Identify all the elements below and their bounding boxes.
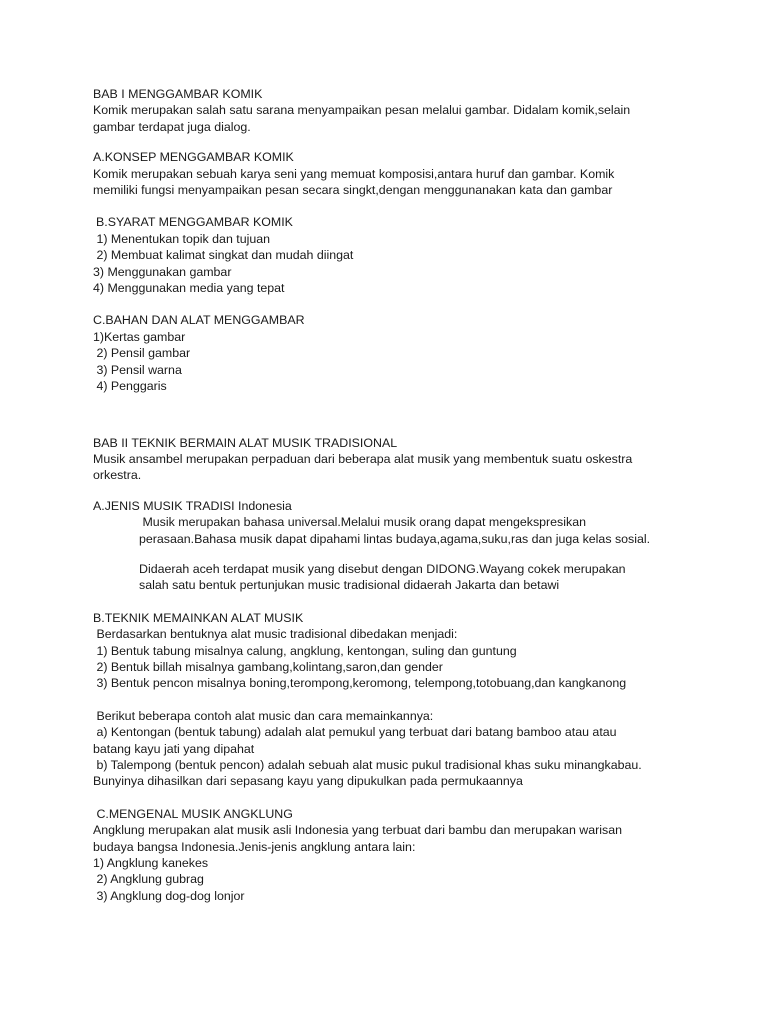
bab1-title: BAB I MENGGAMBAR KOMIK bbox=[93, 87, 263, 101]
bab1-a-paragraph-line-1: Komik merupakan sebuah karya seni yang memuat komposisi,antara huruf dan gambar. Komik bbox=[93, 166, 615, 181]
bab1-b-heading: B.SYARAT MENGGAMBAR KOMIK bbox=[96, 215, 293, 230]
list-item: 2) Angklung gubrag bbox=[93, 872, 204, 887]
list-item: 3) Menggunakan gambar bbox=[93, 264, 232, 279]
list-item: 4) Penggaris bbox=[93, 379, 167, 394]
bab2-a-paragraph-2-line-2: salah satu bentuk pertunjukan music tradisional didaerah Jakarta dan betawi bbox=[139, 578, 560, 593]
bab1-a-paragraph-line-2: memiliki fungsi menyampaikan pesan secara singkt,dengan menggunanakan kata dan gambar bbox=[93, 183, 613, 198]
bab2-b-heading: B.TEKNIK MEMAINKAN ALAT MUSIK bbox=[93, 610, 304, 625]
bab2-c-paragraph-line-1: Angklung merupakan alat musik asli Indonesia yang terbuat dari bambu dan merupakan warisan bbox=[93, 823, 622, 838]
bab2-a-paragraph-2-line-1: Didaerah aceh terdapat musik yang disebut dengan DIDONG.Wayang cokek merupakan bbox=[139, 561, 626, 576]
bab1-intro-line-2: gambar terdapat juga dialog. bbox=[93, 119, 251, 134]
bab2-c-heading: C.MENGENAL MUSIK ANGKLUNG bbox=[93, 806, 293, 821]
bab2-b-intro: Berdasarkan bentuknya alat music tradisional dibedakan menjadi: bbox=[93, 627, 458, 642]
list-item: 2) Membuat kalimat singkat dan mudah diingat bbox=[93, 248, 354, 263]
bab2-a-heading: A.JENIS MUSIK TRADISI Indonesia bbox=[93, 498, 292, 513]
list-item: 4) Menggunakan media yang tepat bbox=[93, 281, 285, 296]
bab1-c-heading: C.BAHAN DAN ALAT MENGGAMBAR bbox=[93, 313, 305, 328]
bab2-b-example-b-line-2: Bunyinya dihasilkan dari sepasang kayu yang dipukulkan pada permukaannya bbox=[93, 774, 523, 789]
bab2-a-paragraph-1-line-1: Musik merupakan bahasa universal.Melalui musik orang dapat mengekspresikan bbox=[139, 515, 586, 530]
document-page bbox=[93, 86, 673, 904]
bab2-intro-line-1: Musik ansambel merupakan perpaduan dari beberapa alat musik yang membentuk suatu oskestra bbox=[93, 451, 633, 466]
list-item: 3) Pensil warna bbox=[93, 362, 182, 377]
bab2-intro-line-2: orkestra. bbox=[93, 468, 142, 483]
list-item: 3) Angklung dog-dog lonjor bbox=[93, 888, 245, 903]
bab2-b-examples-intro: Berikut beberapa contoh alat music dan cara memainkannya: bbox=[93, 708, 434, 723]
list-item: 1) Angklung kanekes bbox=[93, 856, 209, 871]
bab1-a-heading: A.KONSEP MENGGAMBAR KOMIK bbox=[93, 150, 294, 165]
list-item: 2) Pensil gambar bbox=[93, 346, 191, 361]
list-item: 1)Kertas gambar bbox=[93, 329, 186, 344]
bab1-intro-line-1: Komik merupakan salah satu sarana menyampaikan pesan melalui gambar. Didalam komik,selain bbox=[93, 103, 631, 118]
bab2-b-example-b-line-1: b) Talempong (bentuk pencon) adalah sebuah alat music pukul tradisional khas suku minangkabau. bbox=[93, 758, 642, 772]
list-item: 1) Menentukan topik dan tujuan bbox=[93, 231, 271, 246]
list-item: 1) Bentuk tabung misalnya calung, angklung, kentongan, suling dan guntung bbox=[93, 643, 517, 658]
bab2-b-example-a-line-1: a) Kentongan (bentuk tabung) adalah alat pemukul yang terbuat dari batang bamboo atau atau bbox=[93, 725, 617, 740]
bab2-c-paragraph-line-2: budaya bangsa Indonesia.Jenis-jenis angklung antara lain: bbox=[93, 839, 416, 854]
bab2-title: BAB II TEKNIK BERMAIN ALAT MUSIK TRADISIONAL bbox=[93, 435, 398, 450]
list-item: 3) Bentuk pencon misalnya boning,terompong,keromong, telempong,totobuang,dan kangkanong bbox=[93, 676, 627, 691]
bab2-b-example-a-line-2: batang kayu jati yang dipahat bbox=[93, 741, 255, 756]
list-item: 2) Bentuk billah misalnya gambang,kolintang,saron,dan gender bbox=[93, 659, 443, 674]
bab2-a-paragraph-1-line-2: perasaan.Bahasa musik dapat dipahami lintas budaya,agama,suku,ras dan juga kelas sosial. bbox=[139, 531, 651, 546]
